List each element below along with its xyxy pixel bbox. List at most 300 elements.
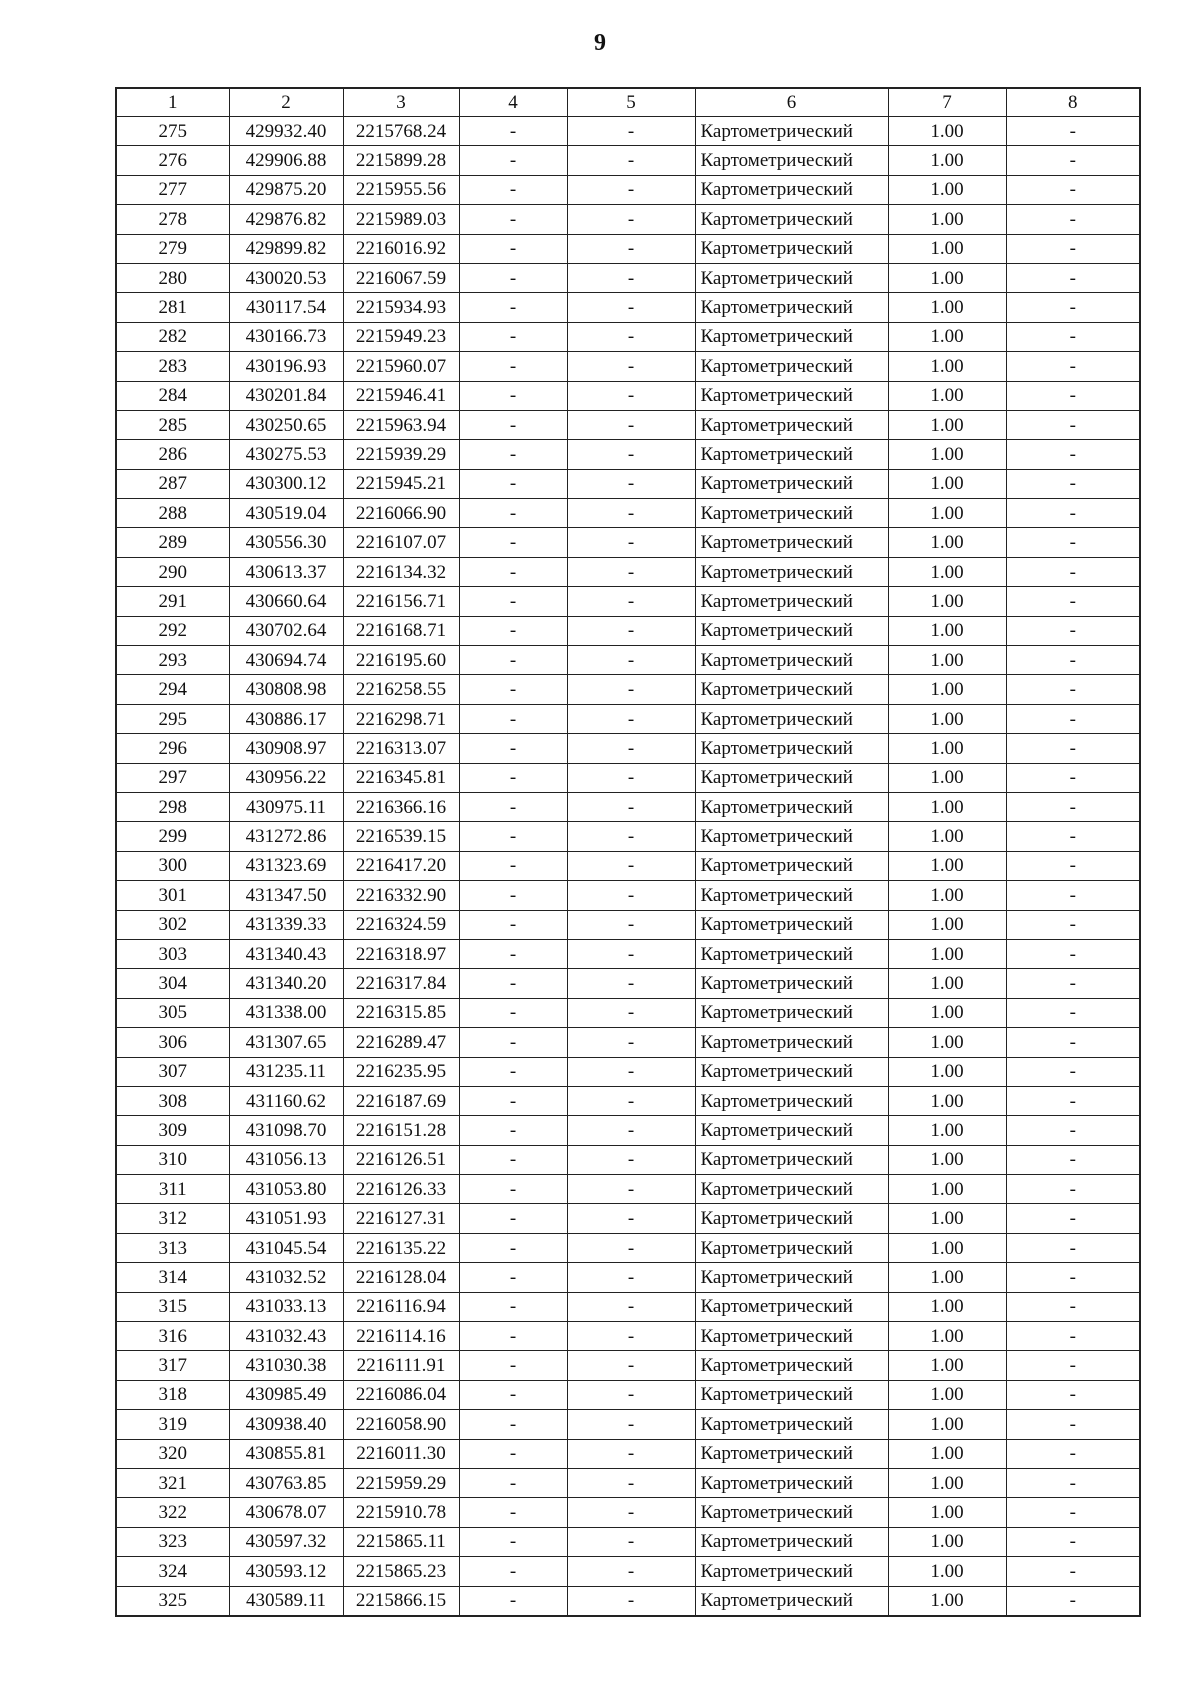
y-coordinate-cell: 2215959.29 (343, 1468, 459, 1497)
column-4-cell: - (459, 1204, 567, 1233)
x-coordinate-cell: 431323.69 (229, 851, 343, 880)
table-row (116, 1233, 1140, 1262)
method-cell: Картометрический (695, 263, 888, 292)
point-number-cell: 292 (116, 616, 229, 645)
point-number-cell: 306 (116, 1028, 229, 1057)
column-5-cell: - (567, 352, 695, 381)
column-4-cell: - (459, 1057, 567, 1086)
method-cell: Картометрический (695, 322, 888, 351)
accuracy-cell: 1.00 (888, 1586, 1006, 1616)
column-header: 4 (459, 88, 567, 117)
point-number-cell: 289 (116, 528, 229, 557)
column-4-cell: - (459, 1292, 567, 1321)
point-number-cell: 317 (116, 1351, 229, 1380)
y-coordinate-cell: 2215939.29 (343, 440, 459, 469)
point-number-cell: 294 (116, 675, 229, 704)
table-row (116, 851, 1140, 880)
y-coordinate-cell: 2216235.95 (343, 1057, 459, 1086)
point-number-cell: 321 (116, 1468, 229, 1497)
accuracy-cell: 1.00 (888, 1145, 1006, 1174)
column-8-cell: - (1006, 1204, 1140, 1233)
column-5-cell: - (567, 587, 695, 616)
column-5-cell: - (567, 263, 695, 292)
method-cell: Картометрический (695, 1028, 888, 1057)
point-number-cell: 282 (116, 322, 229, 351)
table-row (116, 1439, 1140, 1468)
method-cell: Картометрический (695, 792, 888, 821)
column-8-cell: - (1006, 1263, 1140, 1292)
column-4-cell: - (459, 1586, 567, 1616)
column-5-cell: - (567, 616, 695, 645)
x-coordinate-cell: 431272.86 (229, 822, 343, 851)
accuracy-cell: 1.00 (888, 851, 1006, 880)
column-5-cell: - (567, 822, 695, 851)
column-header: 2 (229, 88, 343, 117)
x-coordinate-cell: 430985.49 (229, 1380, 343, 1409)
method-cell: Картометрический (695, 998, 888, 1027)
column-5-cell: - (567, 557, 695, 586)
point-number-cell: 298 (116, 792, 229, 821)
column-5-cell: - (567, 1086, 695, 1115)
accuracy-cell: 1.00 (888, 440, 1006, 469)
x-coordinate-cell: 429876.82 (229, 205, 343, 234)
method-cell: Картометрический (695, 381, 888, 410)
column-4-cell: - (459, 234, 567, 263)
table-row (116, 675, 1140, 704)
y-coordinate-cell: 2216134.32 (343, 557, 459, 586)
y-coordinate-cell: 2216289.47 (343, 1028, 459, 1057)
column-4-cell: - (459, 646, 567, 675)
accuracy-cell: 1.00 (888, 616, 1006, 645)
column-8-cell: - (1006, 763, 1140, 792)
point-number-cell: 318 (116, 1380, 229, 1409)
method-cell: Картометрический (695, 704, 888, 733)
point-number-cell: 293 (116, 646, 229, 675)
y-coordinate-cell: 2215865.23 (343, 1557, 459, 1586)
column-4-cell: - (459, 381, 567, 410)
column-4-cell: - (459, 587, 567, 616)
column-8-cell: - (1006, 616, 1140, 645)
column-8-cell: - (1006, 704, 1140, 733)
column-5-cell: - (567, 939, 695, 968)
y-coordinate-cell: 2215866.15 (343, 1586, 459, 1616)
x-coordinate-cell: 430938.40 (229, 1410, 343, 1439)
column-8-cell: - (1006, 1498, 1140, 1527)
column-4-cell: - (459, 910, 567, 939)
table-row (116, 1204, 1140, 1233)
table-row (116, 1057, 1140, 1086)
accuracy-cell: 1.00 (888, 1410, 1006, 1439)
method-cell: Картометрический (695, 1322, 888, 1351)
x-coordinate-cell: 431340.20 (229, 969, 343, 998)
method-cell: Картометрический (695, 440, 888, 469)
column-5-cell: - (567, 1233, 695, 1262)
method-cell: Картометрический (695, 881, 888, 910)
table-row (116, 234, 1140, 263)
y-coordinate-cell: 2216126.51 (343, 1145, 459, 1174)
y-coordinate-cell: 2216539.15 (343, 822, 459, 851)
column-5-cell: - (567, 440, 695, 469)
point-number-cell: 299 (116, 822, 229, 851)
x-coordinate-cell: 430855.81 (229, 1439, 343, 1468)
accuracy-cell: 1.00 (888, 763, 1006, 792)
column-4-cell: - (459, 322, 567, 351)
table-row (116, 822, 1140, 851)
column-8-cell: - (1006, 410, 1140, 439)
column-8-cell: - (1006, 1468, 1140, 1497)
column-8-cell: - (1006, 1145, 1140, 1174)
point-number-cell: 316 (116, 1322, 229, 1351)
column-header: 5 (567, 88, 695, 117)
point-number-cell: 314 (116, 1263, 229, 1292)
x-coordinate-cell: 431235.11 (229, 1057, 343, 1086)
column-5-cell: - (567, 998, 695, 1027)
y-coordinate-cell: 2215899.28 (343, 146, 459, 175)
column-5-cell: - (567, 1410, 695, 1439)
table-row (116, 1498, 1140, 1527)
column-4-cell: - (459, 1468, 567, 1497)
column-4-cell: - (459, 822, 567, 851)
column-5-cell: - (567, 499, 695, 528)
table-row (116, 792, 1140, 821)
point-number-cell: 320 (116, 1439, 229, 1468)
y-coordinate-cell: 2216298.71 (343, 704, 459, 733)
x-coordinate-cell: 430694.74 (229, 646, 343, 675)
column-5-cell: - (567, 117, 695, 146)
table-row (116, 910, 1140, 939)
column-4-cell: - (459, 205, 567, 234)
y-coordinate-cell: 2215768.24 (343, 117, 459, 146)
accuracy-cell: 1.00 (888, 1322, 1006, 1351)
x-coordinate-cell: 430763.85 (229, 1468, 343, 1497)
table-header-row (116, 88, 1140, 117)
x-coordinate-cell: 431033.13 (229, 1292, 343, 1321)
column-8-cell: - (1006, 1028, 1140, 1057)
y-coordinate-cell: 2216317.84 (343, 969, 459, 998)
method-cell: Картометрический (695, 528, 888, 557)
column-5-cell: - (567, 792, 695, 821)
method-cell: Картометрический (695, 1292, 888, 1321)
accuracy-cell: 1.00 (888, 234, 1006, 263)
method-cell: Картометрический (695, 293, 888, 322)
column-4-cell: - (459, 1116, 567, 1145)
table-row (116, 881, 1140, 910)
accuracy-cell: 1.00 (888, 352, 1006, 381)
column-4-cell: - (459, 352, 567, 381)
table-row (116, 410, 1140, 439)
method-cell: Картометрический (695, 499, 888, 528)
accuracy-cell: 1.00 (888, 939, 1006, 968)
point-number-cell: 309 (116, 1116, 229, 1145)
method-cell: Картометрический (695, 117, 888, 146)
table-row (116, 704, 1140, 733)
method-cell: Картометрический (695, 1145, 888, 1174)
column-8-cell: - (1006, 851, 1140, 880)
column-8-cell: - (1006, 234, 1140, 263)
column-5-cell: - (567, 646, 695, 675)
method-cell: Картометрический (695, 1116, 888, 1145)
column-8-cell: - (1006, 352, 1140, 381)
x-coordinate-cell: 430519.04 (229, 499, 343, 528)
column-4-cell: - (459, 469, 567, 498)
accuracy-cell: 1.00 (888, 792, 1006, 821)
accuracy-cell: 1.00 (888, 410, 1006, 439)
table-row (116, 939, 1140, 968)
column-4-cell: - (459, 410, 567, 439)
method-cell: Картометрический (695, 234, 888, 263)
table-row (116, 1116, 1140, 1145)
y-coordinate-cell: 2216156.71 (343, 587, 459, 616)
column-8-cell: - (1006, 1175, 1140, 1204)
y-coordinate-cell: 2216128.04 (343, 1263, 459, 1292)
column-5-cell: - (567, 528, 695, 557)
table-row (116, 1145, 1140, 1174)
column-4-cell: - (459, 1498, 567, 1527)
table-row (116, 1292, 1140, 1321)
table-row (116, 734, 1140, 763)
column-4-cell: - (459, 1145, 567, 1174)
y-coordinate-cell: 2216168.71 (343, 616, 459, 645)
accuracy-cell: 1.00 (888, 175, 1006, 204)
column-8-cell: - (1006, 146, 1140, 175)
method-cell: Картометрический (695, 175, 888, 204)
method-cell: Картометрический (695, 851, 888, 880)
y-coordinate-cell: 2216126.33 (343, 1175, 459, 1204)
accuracy-cell: 1.00 (888, 1557, 1006, 1586)
y-coordinate-cell: 2216058.90 (343, 1410, 459, 1439)
table-row (116, 1086, 1140, 1115)
column-5-cell: - (567, 1116, 695, 1145)
x-coordinate-cell: 430166.73 (229, 322, 343, 351)
point-number-cell: 313 (116, 1233, 229, 1262)
accuracy-cell: 1.00 (888, 293, 1006, 322)
column-4-cell: - (459, 1380, 567, 1409)
y-coordinate-cell: 2215949.23 (343, 322, 459, 351)
column-4-cell: - (459, 440, 567, 469)
table-row (116, 763, 1140, 792)
accuracy-cell: 1.00 (888, 1233, 1006, 1262)
point-number-cell: 300 (116, 851, 229, 880)
column-5-cell: - (567, 704, 695, 733)
table-row (116, 587, 1140, 616)
x-coordinate-cell: 431045.54 (229, 1233, 343, 1262)
point-number-cell: 304 (116, 969, 229, 998)
point-number-cell: 275 (116, 117, 229, 146)
column-5-cell: - (567, 205, 695, 234)
accuracy-cell: 1.00 (888, 822, 1006, 851)
accuracy-cell: 1.00 (888, 322, 1006, 351)
table-row (116, 469, 1140, 498)
column-8-cell: - (1006, 792, 1140, 821)
accuracy-cell: 1.00 (888, 1380, 1006, 1409)
method-cell: Картометрический (695, 646, 888, 675)
column-8-cell: - (1006, 557, 1140, 586)
x-coordinate-cell: 431340.43 (229, 939, 343, 968)
y-coordinate-cell: 2216116.94 (343, 1292, 459, 1321)
point-number-cell: 297 (116, 763, 229, 792)
x-coordinate-cell: 430117.54 (229, 293, 343, 322)
x-coordinate-cell: 430678.07 (229, 1498, 343, 1527)
x-coordinate-cell: 430275.53 (229, 440, 343, 469)
x-coordinate-cell: 431032.52 (229, 1263, 343, 1292)
x-coordinate-cell: 430808.98 (229, 675, 343, 704)
accuracy-cell: 1.00 (888, 910, 1006, 939)
column-5-cell: - (567, 734, 695, 763)
table-row (116, 646, 1140, 675)
column-8-cell: - (1006, 1527, 1140, 1556)
column-4-cell: - (459, 851, 567, 880)
column-8-cell: - (1006, 998, 1140, 1027)
y-coordinate-cell: 2216318.97 (343, 939, 459, 968)
method-cell: Картометрический (695, 1586, 888, 1616)
table-row (116, 528, 1140, 557)
column-4-cell: - (459, 146, 567, 175)
table-row (116, 1351, 1140, 1380)
accuracy-cell: 1.00 (888, 499, 1006, 528)
x-coordinate-cell: 430597.32 (229, 1527, 343, 1556)
point-number-cell: 278 (116, 205, 229, 234)
column-5-cell: - (567, 1028, 695, 1057)
x-coordinate-cell: 430613.37 (229, 557, 343, 586)
y-coordinate-cell: 2215910.78 (343, 1498, 459, 1527)
column-header: 1 (116, 88, 229, 117)
method-cell: Картометрический (695, 822, 888, 851)
y-coordinate-cell: 2215945.21 (343, 469, 459, 498)
y-coordinate-cell: 2216016.92 (343, 234, 459, 263)
point-number-cell: 307 (116, 1057, 229, 1086)
column-5-cell: - (567, 469, 695, 498)
x-coordinate-cell: 430593.12 (229, 1557, 343, 1586)
column-4-cell: - (459, 675, 567, 704)
column-4-cell: - (459, 1557, 567, 1586)
table-row (116, 1380, 1140, 1409)
accuracy-cell: 1.00 (888, 969, 1006, 998)
x-coordinate-cell: 430702.64 (229, 616, 343, 645)
y-coordinate-cell: 2216195.60 (343, 646, 459, 675)
column-5-cell: - (567, 293, 695, 322)
accuracy-cell: 1.00 (888, 1086, 1006, 1115)
x-coordinate-cell: 431051.93 (229, 1204, 343, 1233)
column-4-cell: - (459, 1028, 567, 1057)
accuracy-cell: 1.00 (888, 1439, 1006, 1468)
table-row (116, 322, 1140, 351)
column-4-cell: - (459, 1233, 567, 1262)
x-coordinate-cell: 431307.65 (229, 1028, 343, 1057)
accuracy-cell: 1.00 (888, 1468, 1006, 1497)
column-header: 8 (1006, 88, 1140, 117)
x-coordinate-cell: 431347.50 (229, 881, 343, 910)
accuracy-cell: 1.00 (888, 528, 1006, 557)
method-cell: Картометрический (695, 763, 888, 792)
column-5-cell: - (567, 175, 695, 204)
point-number-cell: 301 (116, 881, 229, 910)
point-number-cell: 303 (116, 939, 229, 968)
table-row (116, 146, 1140, 175)
y-coordinate-cell: 2216151.28 (343, 1116, 459, 1145)
accuracy-cell: 1.00 (888, 704, 1006, 733)
x-coordinate-cell: 429875.20 (229, 175, 343, 204)
accuracy-cell: 1.00 (888, 117, 1006, 146)
point-number-cell: 279 (116, 234, 229, 263)
column-8-cell: - (1006, 293, 1140, 322)
y-coordinate-cell: 2216114.16 (343, 1322, 459, 1351)
column-5-cell: - (567, 969, 695, 998)
method-cell: Картометрический (695, 1351, 888, 1380)
column-4-cell: - (459, 792, 567, 821)
column-4-cell: - (459, 881, 567, 910)
y-coordinate-cell: 2215865.11 (343, 1527, 459, 1556)
method-cell: Картометрический (695, 410, 888, 439)
y-coordinate-cell: 2216324.59 (343, 910, 459, 939)
accuracy-cell: 1.00 (888, 998, 1006, 1027)
table-row (116, 1527, 1140, 1556)
point-number-cell: 284 (116, 381, 229, 410)
column-5-cell: - (567, 1204, 695, 1233)
x-coordinate-cell: 430300.12 (229, 469, 343, 498)
accuracy-cell: 1.00 (888, 1116, 1006, 1145)
y-coordinate-cell: 2215989.03 (343, 205, 459, 234)
table-row (116, 998, 1140, 1027)
column-8-cell: - (1006, 263, 1140, 292)
x-coordinate-cell: 431160.62 (229, 1086, 343, 1115)
table-row (116, 1586, 1140, 1616)
table-row (116, 352, 1140, 381)
x-coordinate-cell: 430956.22 (229, 763, 343, 792)
method-cell: Картометрический (695, 469, 888, 498)
column-8-cell: - (1006, 646, 1140, 675)
column-4-cell: - (459, 1439, 567, 1468)
y-coordinate-cell: 2216332.90 (343, 881, 459, 910)
table-row (116, 440, 1140, 469)
y-coordinate-cell: 2216417.20 (343, 851, 459, 880)
method-cell: Картометрический (695, 734, 888, 763)
method-cell: Картометрический (695, 352, 888, 381)
column-header: 7 (888, 88, 1006, 117)
point-number-cell: 281 (116, 293, 229, 322)
method-cell: Картометрический (695, 616, 888, 645)
table-row (116, 616, 1140, 645)
point-number-cell: 323 (116, 1527, 229, 1556)
column-8-cell: - (1006, 1439, 1140, 1468)
table-row (116, 969, 1140, 998)
method-cell: Картометрический (695, 1263, 888, 1292)
y-coordinate-cell: 2215946.41 (343, 381, 459, 410)
method-cell: Картометрический (695, 1527, 888, 1556)
accuracy-cell: 1.00 (888, 557, 1006, 586)
x-coordinate-cell: 430020.53 (229, 263, 343, 292)
column-5-cell: - (567, 1586, 695, 1616)
table-row (116, 175, 1140, 204)
point-number-cell: 291 (116, 587, 229, 616)
x-coordinate-cell: 431056.13 (229, 1145, 343, 1174)
column-8-cell: - (1006, 381, 1140, 410)
table-row (116, 1410, 1140, 1439)
accuracy-cell: 1.00 (888, 881, 1006, 910)
column-4-cell: - (459, 528, 567, 557)
column-4-cell: - (459, 1351, 567, 1380)
x-coordinate-cell: 430556.30 (229, 528, 343, 557)
column-8-cell: - (1006, 1380, 1140, 1409)
table-row (116, 1175, 1140, 1204)
column-8-cell: - (1006, 1116, 1140, 1145)
point-number-cell: 276 (116, 146, 229, 175)
column-4-cell: - (459, 704, 567, 733)
point-number-cell: 311 (116, 1175, 229, 1204)
column-4-cell: - (459, 969, 567, 998)
column-4-cell: - (459, 763, 567, 792)
column-4-cell: - (459, 1322, 567, 1351)
column-4-cell: - (459, 616, 567, 645)
